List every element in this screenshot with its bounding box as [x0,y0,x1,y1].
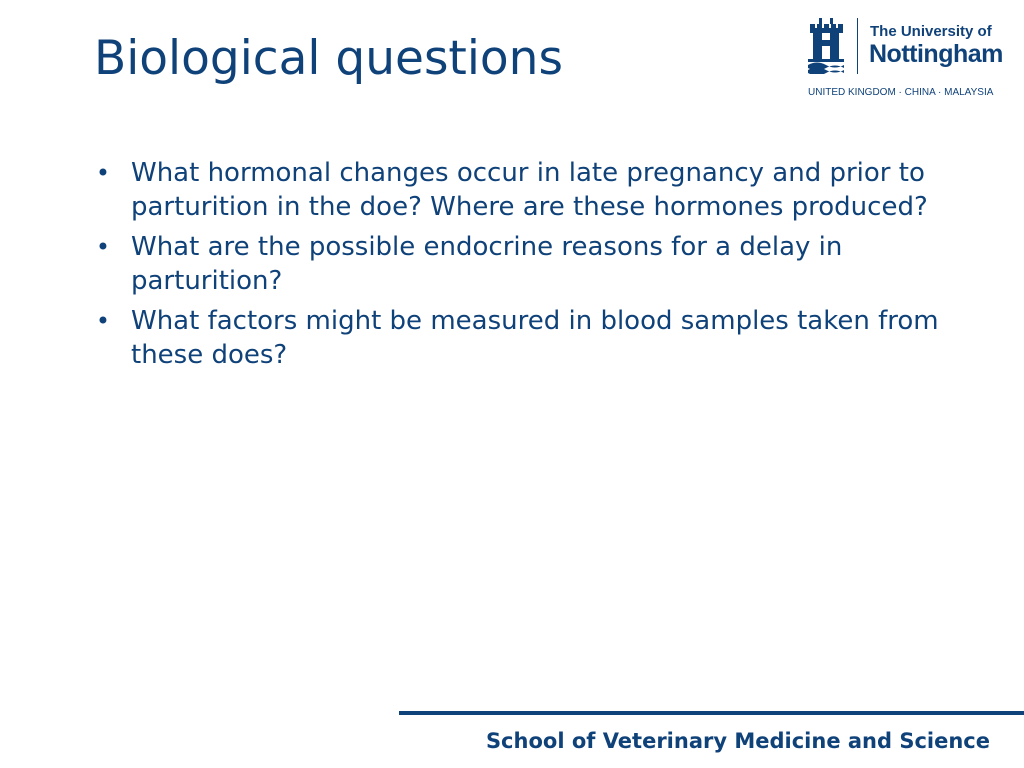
logo-tagline: UNITED KINGDOM · CHINA · MALAYSIA [808,87,994,98]
bullet-text: What factors might be measured in blood samples taken from these does? [131,306,939,370]
slide-title: Biological questions [94,31,563,86]
logo-divider [857,18,858,74]
logo-line-university-of: The University of [870,23,992,40]
bullet-dot-icon: • [95,307,111,335]
bullet-item-2 [0,230,1024,298]
logo-line-nottingham: Nottingham [869,40,1003,68]
bullet-text: What hormonal changes occur in late pregnancy and prior to parturition in the doe? Where are these hormones produced? [131,158,928,222]
footer-divider [399,711,1024,715]
bullet-dot-icon: • [95,159,111,187]
bullet-item-3 [0,304,1024,372]
bullet-dot-icon: • [95,233,111,261]
castle-crest-icon [808,18,844,74]
bullet-list [0,156,1024,378]
bullet-item-1 [0,156,1024,224]
bullet-text: What are the possible endocrine reasons for a delay in parturition? [131,232,843,296]
footer-school-name: School of Veterinary Medicine and Science [485,729,990,753]
university-logo [806,18,1006,102]
